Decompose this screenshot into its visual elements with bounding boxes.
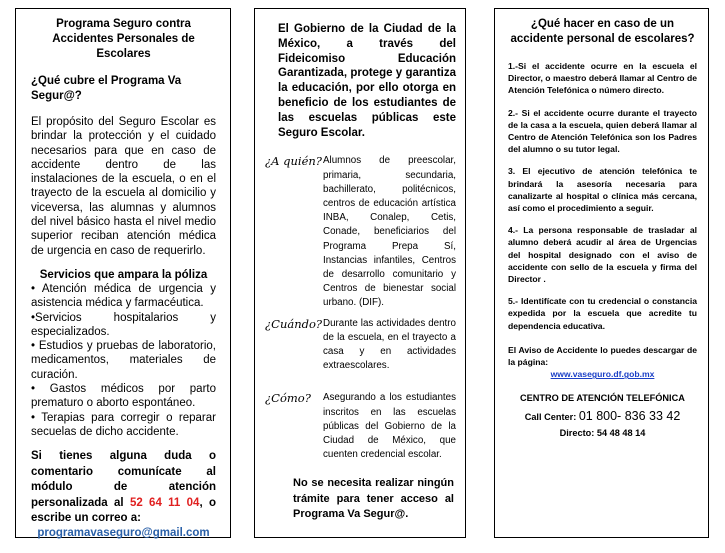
- coverage-description: El propósito del Seguro Escolar es brindar la protección y el cuidado necesarios para que en caso de accidente dentro de las instalaciones de la escuela, o en el trayecto de la escuela al domicilio y viceversa, las alumnas y alumnos del nivel básico hasta el nivel medio superior reciban atención médica de urgencia en caso de requerirlo.: [31, 116, 216, 257]
- step-item: 5.- Identifícate con tu credencial o constancia expedida por la escuela que acredite tu dependencia educativa.: [508, 296, 697, 331]
- contact-post: , o escribe un correo a:: [31, 496, 216, 525]
- service-item: •Servicios hospitalarios y especializados.: [31, 311, 216, 338]
- when-label: ¿Cuándo?: [265, 316, 323, 331]
- who-label: ¿A quién?: [265, 154, 322, 169]
- step-item: 1.-Si el accidente ocurre en la escuela el Director, o maestro deberá llamar al Centro de Atención Telefónica o número directo.: [508, 61, 697, 96]
- panel-coverage: [15, 8, 231, 538]
- program-lead: El Gobierno de la Ciudad de la México, a través del Fideicomiso Educación Garantizada, protege y garantiza la educación, por ello otorga en beneficio de los estudiantes de las escuelas públicas este Seguro Escolar.: [278, 23, 456, 139]
- contact-pre: Si tienes alguna duda o comentario comunícate al módulo de atención personalizada al: [31, 450, 216, 509]
- step-item: 4.- La persona responsable de trasladar al alumno deberá acudir al área de Urgencias del hospital designado con el aviso de accidente con sello de la escuela y firma del Director .: [508, 225, 697, 285]
- how-section: [265, 391, 456, 462]
- how-label: ¿Cómo?: [265, 391, 311, 406]
- service-item: • Gastos médicos por parto prematuro o aborto espontáneo.: [31, 383, 216, 410]
- how-text: Asegurando a los estudiantes inscritos en las escuelas públicas del Gobierno de la Ciudad de México, que cuenten credencial escolar.: [323, 392, 456, 461]
- website-link[interactable]: www.vaseguro.df.gob.mx: [550, 369, 655, 380]
- panel-accident-steps: [494, 8, 709, 538]
- accident-notice-text: El Aviso de Accidente lo puedes descargar de la página:: [508, 344, 697, 368]
- panel1-title: Programa Seguro contra Accidentes Personales de Escolares: [52, 18, 195, 60]
- service-item: • Estudios y pruebas de laboratorio, medicamentos, materiales de curación.: [31, 340, 216, 381]
- service-item: • Atención médica de urgencia y asistencia médica y farmacéutica.: [31, 282, 216, 310]
- direct-number[interactable]: Directo: 54 48 48 14: [559, 428, 646, 439]
- steps-heading: ¿Qué hacer en caso de un accidente personal de escolares?: [510, 18, 695, 45]
- who-text: Alumnos de preescolar, primaria, secundaria, bachillerato, politécnicos, centros de educación artística INBA, Conalep, Cetis, Conade, beneficiarios del Programa Prepa Sí, Instancias infantiles, Centros de desarrollo comunitario y Centros de bienestar social urbano. (DIF).: [323, 155, 456, 309]
- call-center-number[interactable]: 01 800- 836 33 42: [578, 409, 681, 424]
- contact-text: [31, 449, 216, 527]
- panel-program-info: [254, 8, 466, 538]
- who-section: [265, 154, 456, 310]
- call-center-title: CENTRO DE ATENCIÓN TELEFÓNICA: [520, 393, 685, 404]
- services-title: Servicios que ampara la póliza: [39, 268, 208, 281]
- service-item: • Terapias para corregir o reparar secuelas de dicho accidente.: [31, 411, 216, 438]
- when-text: Durante las actividades dentro de la escuela, en el trayecto a casa y en actividades extraescolares.: [323, 317, 456, 372]
- step-item: 3. El ejecutivo de atención telefónica te brindará la asesoría necesaria para canalizarte al hospital o clínica más cercana, así como el procedimiento a seguir.: [508, 166, 697, 214]
- step-item: 2.- Si el accidente ocurre durante el trayecto de la casa a la escuela, quien deberá llamar al Centro de Atención Telefónica son los Padres del alumno o su tutor legal.: [508, 107, 697, 155]
- call-center-label: Call Center:: [524, 412, 577, 423]
- contact-email[interactable]: programavaseguro@gmail.com: [37, 526, 210, 539]
- coverage-question: ¿Qué cubre el Programa Va Segur@?: [31, 75, 182, 102]
- program-footer: No se necesita realizar ningún trámite para tener acceso al Programa Va Segur@.: [293, 477, 454, 521]
- call-center-line: [508, 409, 697, 423]
- when-section: [265, 317, 456, 374]
- contact-phone[interactable]: 52 64 11 04: [129, 496, 200, 509]
